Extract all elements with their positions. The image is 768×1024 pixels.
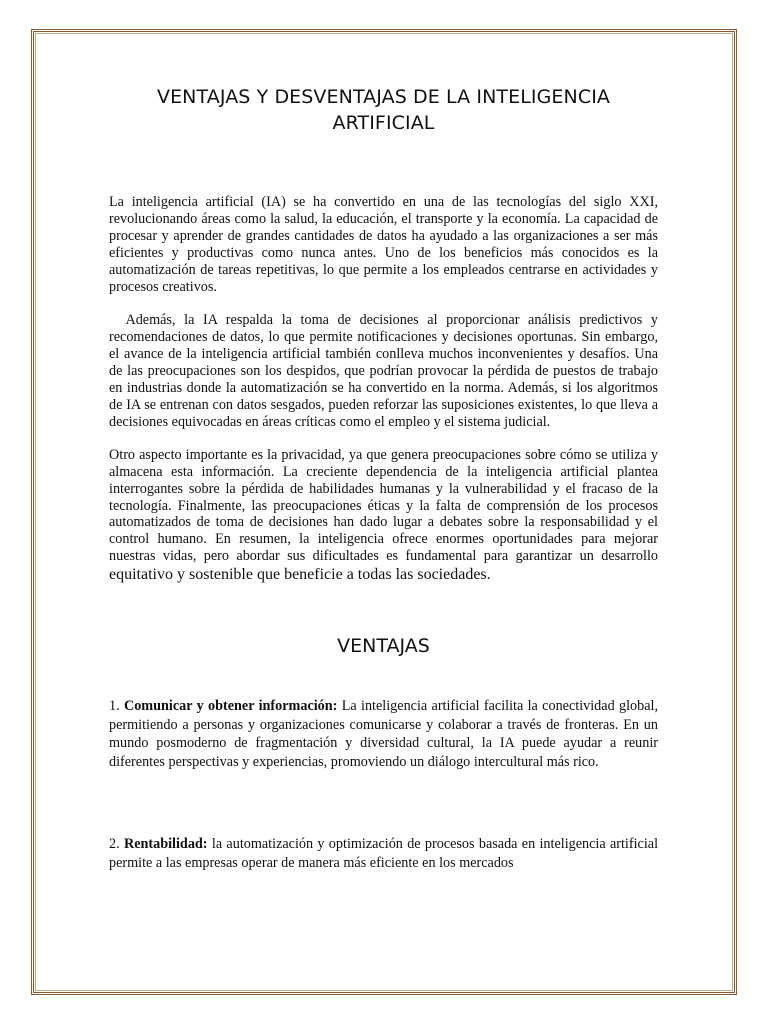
paragraph-decisions: Además, la IA respalda la toma de decisiones al proporcionar análisis predictivos y recomendaciones de datos, lo que permite notificaciones y decisiones oportunas. Sin embargo, el avance de la inteligencia artificial también conlleva muchos inconvenientes y desafíos. Una de las preocupaciones son los despidos, que podrían provocar la pérdida de puestos de trabajo en industrias donde la automatización se ha convertido en la norma. Además, si los algoritmos de IA se entrenan con datos sesgados, pueden reforzar las suposiciones existentes, lo que lleva a decisiones equivocadas en áreas críticas como el empleo y el sistema judicial. [109, 312, 658, 430]
item-text: la automatización y optimización de procesos basada en inteligencia artificial permite a las empresas operar de manera más eficiente en los mercados [109, 836, 659, 871]
section-title-ventajas: VENTAJAS [337, 635, 430, 658]
document-title [109, 84, 658, 136]
title-line-2: ARTIFICIAL [332, 112, 435, 134]
title-line-1: VENTAJAS Y DESVENTAJAS DE LA INTELIGENCIA [156, 86, 611, 108]
item-label: Rentabilidad: [123, 836, 208, 853]
list-item [109, 697, 658, 771]
paragraph-privacy-main: Otro aspecto importante es la privacidad, ya que genera preocupaciones sobre cómo se utiliza y almacena esta información. La creciente dependencia de la inteligencia artificial plantea interrogantes sobre la pérdida de habilidades humanas y la vulnerabilidad y el fracaso de la tecnología. Finalmente, las preocupaciones éticas y la falta de comprensión de los procesos automatizados de toma de decisiones han dado lugar a debates sobre la responsabilidad y el control humano. En resumen, la inteligencia ofrece enormes oportunidades para mejorar nuestras vidas, pero abordar sus dificultades es fundamental para garantizar un desarrollo [109, 446, 658, 565]
item-number: 1. [109, 698, 120, 715]
paragraph-intro: La inteligencia artificial (IA) se ha convertido en una de las tecnologías del siglo XXI, revolucionando áreas como la salud, la educación, el transporte y la economía. La capacidad de procesar y aprender de grandes cantidades de datos ha ayudado a las organizaciones a ser más eficientes y productivas como nunca antes. Uno de los beneficios más conocidos es la automatización de tareas repetitivas, lo que permite a los empleados centrarse en actividades y procesos creativos. [109, 194, 658, 295]
item-label: Comunicar y obtener información: [123, 698, 338, 715]
paragraph-privacy-end: equitativo y sostenible que beneficie a todas las sociedades. [109, 566, 491, 584]
item-text: La inteligencia artificial facilita la conectividad global, permitiendo a personas y organizaciones comunicarse y colaborar a través de fronteras. En un mundo posmoderno de fragmentación y diversidad cultural, la IA puede ayudar a reunir diferentes perspectivas y experiencias, promoviendo un diálogo intercultural más rico. [109, 698, 658, 770]
item-number: 2. [109, 836, 120, 853]
list-item [109, 835, 658, 872]
document-body [109, 84, 658, 872]
paragraph-privacy [109, 447, 658, 584]
